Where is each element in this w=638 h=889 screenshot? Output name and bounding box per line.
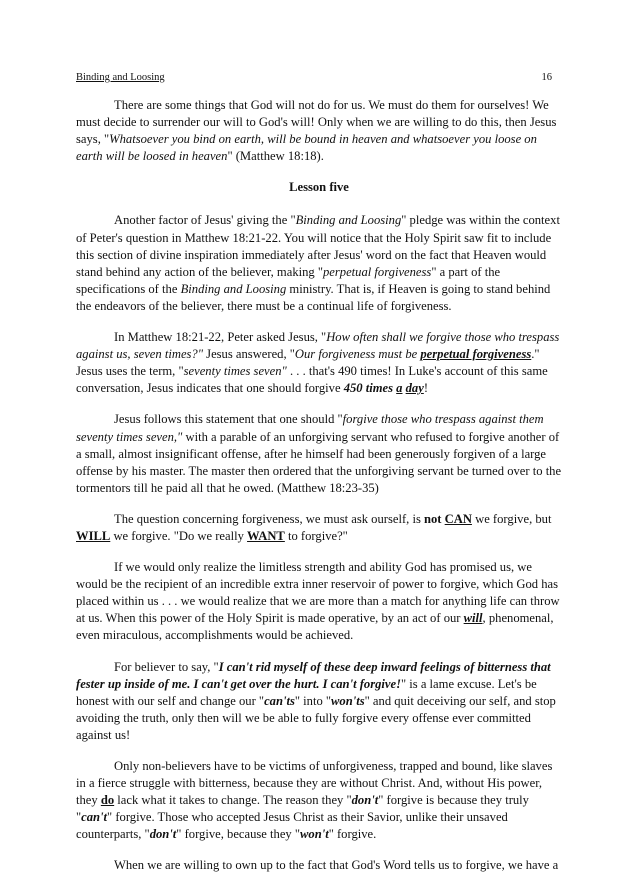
emphasis-bold: won'ts — [331, 693, 365, 708]
header-title: Binding and Loosing — [76, 72, 165, 83]
emphasis-bold-underline: a — [396, 381, 403, 396]
emphasis-bold-underline: day — [405, 381, 424, 396]
text-run: we forgive. "Do we really — [110, 528, 248, 543]
text-run: " and quit deceiving our self, and stop avoiding the truth, only then will we be able to fully forgive every offense ever committed against us! — [76, 693, 556, 742]
emphasis: Binding and Loosing — [180, 281, 287, 296]
text-run: Jesus answered, " — [203, 347, 295, 362]
emphasis-bold-underline: perpetual forgiveness — [420, 347, 532, 362]
emphasis-bold-underline: CAN — [444, 511, 472, 526]
text-run: Another factor of Jesus' giving the " — [114, 213, 296, 228]
text-run: " forgive is because they truly " — [76, 793, 529, 825]
text-run: ministry. That is, if Heaven is going to stand behind the endeavors of the believer, there must be a continual life of forgiveness. — [76, 281, 551, 313]
text-run: ." Jesus uses the term, " — [76, 347, 540, 379]
paragraph-1 — [76, 97, 562, 165]
text-run: lack what it takes to change. The reason they " — [114, 793, 352, 808]
text-run: to forgive?" — [284, 528, 348, 543]
paragraph-8 — [76, 758, 562, 843]
emphasis-bold: don't — [149, 827, 177, 842]
text-run: " forgive, because they " — [176, 827, 300, 842]
text-run: Only non-believers have to be victims of unforgiveness, trapped and bound, like slaves in a fierce struggle with bitterness, because they are without Christ. And, without His power, they — [76, 759, 553, 808]
text-run: ! — [423, 381, 429, 396]
text-run: In Matthew 18:21-22, Peter asked Jesus, " — [114, 330, 327, 345]
text-run: " forgive. — [328, 827, 377, 842]
text-run: . . . that's 490 times! In Luke's account of this same conversation, Jesus indicates that one should forgive — [76, 364, 548, 396]
lesson-heading: Lesson five — [289, 180, 349, 195]
paragraph-4 — [76, 411, 562, 496]
scripture-quote: seventy times seven" — [183, 364, 287, 379]
scripture-quote: How often shall we forgive those who trespass against us, seven times?" — [76, 330, 560, 362]
scripture-quote: forgive those who trespass against them seventy times seven," — [76, 412, 544, 444]
text-run: with a parable of an unforgiving servant who refused to forgive another of a small, almost insignificant offense, after he himself had been generously forgiven of a large offense by his master. The master then ordered that the unforgiving servant be turned over to the tormentors till he paid all that he owed. (Matthew 18:23-35) — [76, 429, 562, 495]
text-run: , phenomenal, even miraculous, accomplishments would be achieved. — [76, 611, 554, 643]
paragraph-6 — [76, 559, 562, 644]
emphasis-bold: won't — [300, 827, 329, 842]
emphasis: perpetual forgiveness — [323, 264, 432, 279]
paragraph-3 — [76, 329, 562, 397]
text-run: For believer to say, " — [114, 659, 219, 674]
text-run: " a part of the specifications of the — [76, 264, 501, 296]
emphasis-bold-underline: do — [100, 793, 115, 808]
text-run: " pledge was within the context of Peter's question in Matthew 18:21-22. You will notice that the Holy Spirit saw fit to include this section of divine inspiration immediately after Jesus' word on the fact that Heaven would stand behind any action of the believer, making " — [76, 213, 560, 279]
emphasis-bold: not — [424, 511, 442, 526]
document-body — [76, 97, 562, 889]
text-run: " into " — [294, 693, 332, 708]
text-run: When we are willing to own up to the fact that God's Word tells us to forgive, we have a — [114, 858, 559, 873]
emphasis-bold: can'ts — [264, 693, 295, 708]
emphasis-bold-underline: will — [463, 611, 483, 626]
text-run: " is a lame excuse. Let's be honest with our self and change our " — [76, 676, 537, 708]
text-run: " (Matthew 18:18). — [227, 149, 324, 164]
text-run: Jesus follows this statement that one should " — [114, 412, 343, 427]
paragraph-7 — [76, 659, 562, 744]
paragraph-2 — [76, 212, 562, 315]
paragraph-5 — [76, 511, 562, 545]
emphasis-bold-quote: I can't rid myself of these deep inward feelings of bitterness that fester up inside of me. I can't get over the hurt. I can't forgive! — [76, 659, 551, 691]
emphasis: Binding and Loosing — [295, 213, 402, 228]
emphasis-bold: can't — [81, 810, 108, 825]
text-run: we forgive, but — [471, 511, 552, 526]
scripture-quote: Whatsoever you bind on earth, will be bound in heaven and whatsoever you loose on earth will be loosed in heaven — [76, 132, 537, 164]
emphasis-bold: 450 times — [343, 381, 397, 396]
text-run: " forgive. Those who accepted Jesus Christ as their Savior, unlike their unsaved counterparts, " — [76, 810, 508, 842]
text-run: If we would only realize the limitless strength and ability God has promised us, we would be the recipient of an incredible extra inner reservoir of power to forgive, which God has placed within us . . . we would realize that we are more than a match for anything life can throw at us. When this power of the Holy Spirit is made operative, by an act of our — [76, 560, 560, 626]
text-run: There are some things that God will not do for us. We must do them for ourselves! We must decide to surrender our will to God's will! Only when we are willing to do this, then Jesus says, " — [76, 98, 557, 147]
running-header — [76, 72, 552, 83]
emphasis-bold: don't — [351, 793, 379, 808]
paragraph-9 — [76, 857, 562, 874]
page-number: 16 — [541, 72, 552, 83]
emphasis-bold-underline: WILL — [76, 528, 111, 543]
emphasis-bold-underline: WANT — [247, 528, 285, 543]
text-run: The question concerning forgiveness, we must ask ourself, is — [114, 511, 424, 526]
scripture-quote: Our forgiveness must be — [294, 347, 421, 362]
